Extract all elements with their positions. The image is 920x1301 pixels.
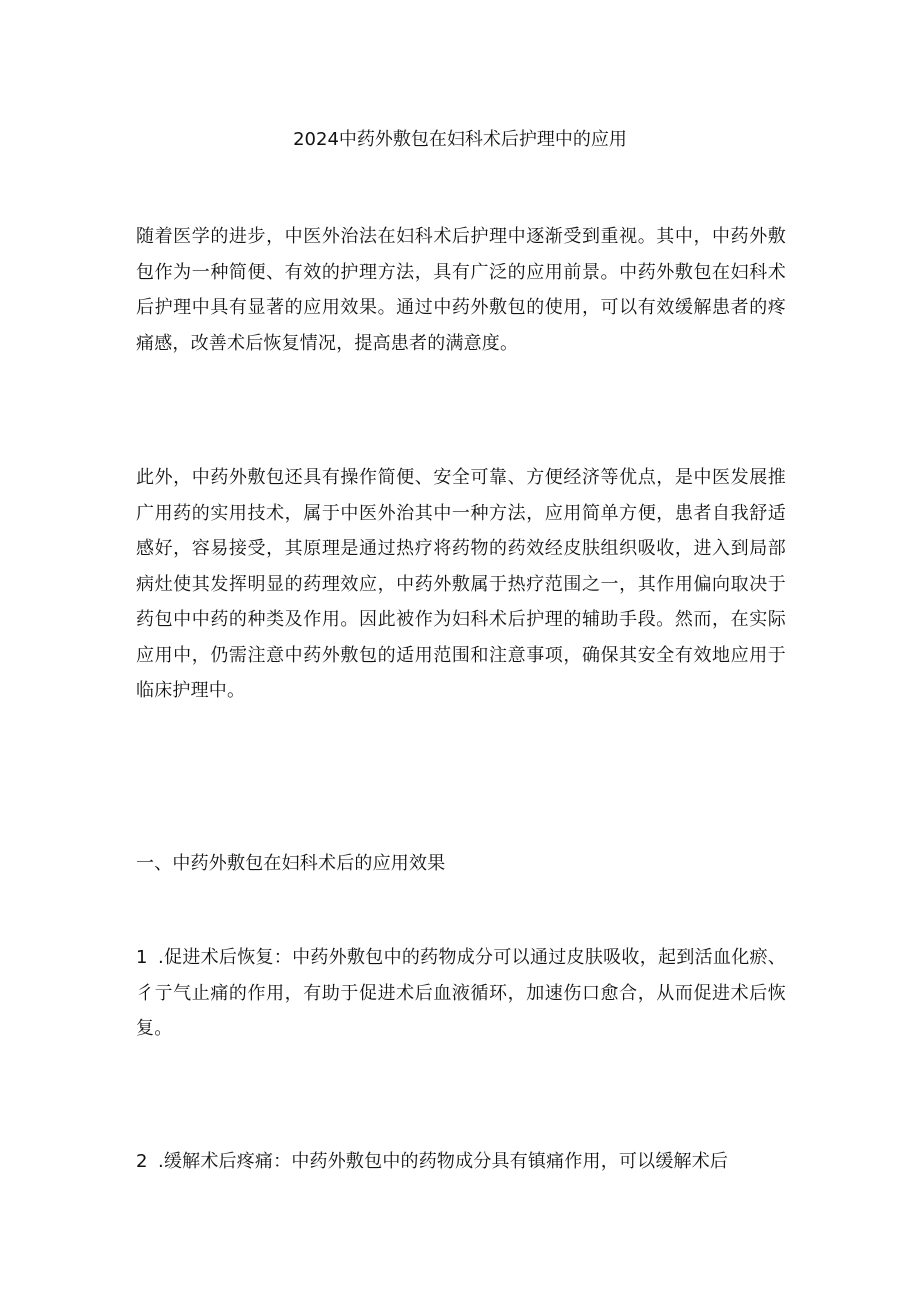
- section-heading: 一、中药外敷包在妇科术后的应用效果: [136, 853, 446, 874]
- list-item-text: .促进术后恢复：中药外敷包中的药物成分可以通过皮肤吸收，起到活血化瘀、彳亍气止痛的作用，有助于促进术后血液循环，加速伤口愈合，从而促进术后恢复。: [136, 947, 786, 1039]
- document-title: 2024中药外敷包在妇科术后护理中的应用: [293, 129, 627, 150]
- list-item: [136, 940, 786, 1047]
- list-item: [136, 1144, 786, 1180]
- list-item-number: 2: [136, 1151, 148, 1172]
- list-item-text: .缓解术后疼痛：中药外敷包中的药物成分具有镇痛作用，可以缓解术后: [158, 1151, 729, 1172]
- list-item-number: 1: [136, 947, 148, 968]
- paragraph-advantages: 此外，中药外敷包还具有操作简便、安全可靠、方便经济等优点，是中医发展推广用药的实用技术，属于中医外治其中一种方法，应用简单方便，患者自我舒适感好，容易接受，其原理是通过热疗将药物的药效经皮肤组织吸收，进入到局部病灶使其发挥明显的药理效应，中药外敷属于热疗范围之一，其作用偏向取决于药包中中药的种类及作用。因此被作为妇科术后护理的辅助手段。然而，在实际应用中，仍需注意中药外敷包的适用范围和注意事项，确保其安全有效地应用于临床护理中。: [136, 467, 786, 701]
- paragraph-intro: 随着医学的进步，中医外治法在妇科术后护理中逐渐受到重视。其中，中药外敷包作为一种简便、有效的护理方法，具有广泛的应用前景。中药外敷包在妇科术后护理中具有显著的应用效果。通过中药外敷包的使用，可以有效缓解患者的疼痛感，改善术后恢复情况，提高患者的满意度。: [136, 226, 786, 354]
